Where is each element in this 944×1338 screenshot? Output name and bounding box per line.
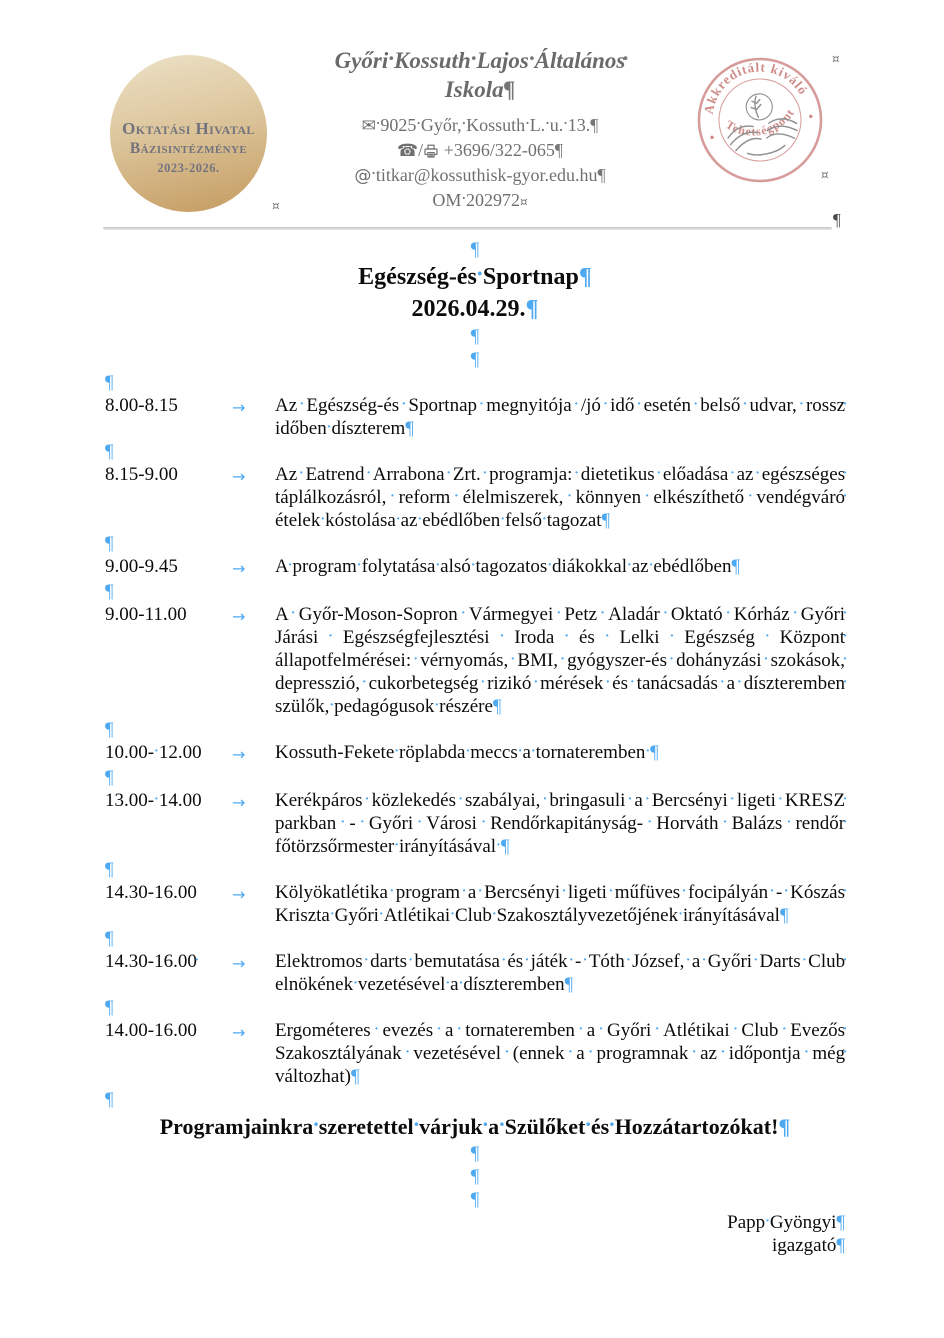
space-dot-mark (371, 1020, 383, 1041)
schedule-row (105, 555, 845, 580)
tab-arrow-icon: → (232, 793, 246, 812)
space-dot-mark (318, 627, 343, 648)
cell-end-mark: ¤ (821, 168, 829, 182)
schedule-time: 13.00- · 14.00 (105, 789, 232, 858)
schedule-description: A · Győr-Moson-Sopron · Vármegyei · Petz · Aladár · Oktató · Kórház · Győri Járási · Egészségfejlesztési · Iroda · és · Lelki · Egészség · Központ állapotfelmérései: · vérnyomás, · BMI, · gyógyszer-és · dohányzási · szokások, depresszió, · cukorbetegség · rizikó · mérések · és · tanácsadás · a · díszteremben szülők, · pedagógusok · részére¶ (275, 603, 845, 718)
pilcrow-mark: ¶ (105, 1089, 114, 1110)
empty-paragraph (105, 996, 845, 1019)
space-dot-mark (523, 951, 530, 972)
space-dot-mark (154, 742, 159, 763)
tab-arrow-icon: → (232, 607, 246, 626)
space-dot-mark (477, 813, 490, 834)
empty-paragraph (105, 1188, 845, 1211)
pilcrow-mark: ¶ (105, 719, 114, 740)
space-dot-mark (330, 905, 335, 926)
pilcrow-mark: ¶ (525, 296, 539, 322)
space-dot-mark (595, 627, 620, 648)
space-dot-mark (456, 790, 465, 811)
space-dot-mark (500, 951, 507, 972)
space-dot-mark (563, 487, 575, 508)
schedule-time: 14.30-16.00 (105, 951, 197, 972)
space-dot-mark (386, 487, 398, 508)
space-dot-mark (688, 1043, 700, 1064)
space-dot-mark (547, 556, 552, 577)
space-dot-mark (476, 882, 484, 903)
empty-paragraph (105, 766, 845, 789)
phone-line (295, 138, 665, 163)
space-dot-mark (643, 813, 656, 834)
space-dot-mark (402, 1043, 414, 1064)
space-dot-mark (471, 48, 477, 73)
tab-arrow-icon: → (232, 885, 246, 904)
schedule-row (105, 463, 845, 532)
empty-paragraph (105, 927, 845, 950)
space-dot-mark (540, 790, 549, 811)
space-dot-mark (660, 627, 685, 648)
space-dot-mark (684, 951, 691, 972)
schedule-description: A · program · folytatása · alsó · tagozatos · diákokkal · az · ebédlőben¶ (275, 555, 845, 580)
space-dot-mark (357, 556, 362, 577)
email-text: · titkar@kossuthisk-gyor.edu.hu¶ (371, 165, 605, 185)
om-line (295, 188, 665, 214)
space-dot-mark (371, 165, 376, 185)
pilcrow-mark: ¶ (554, 140, 563, 160)
space-dot-mark (353, 974, 358, 995)
space-dot-mark (531, 673, 540, 694)
space-dot-mark (581, 951, 588, 972)
space-dot-mark (753, 464, 761, 485)
tab-arrow-icon: → (232, 1023, 246, 1042)
schedule-time: 9.00-11.00 (105, 604, 187, 625)
space-dot-mark (558, 650, 567, 671)
schedule-time: 8.00-8.15 (105, 395, 178, 416)
space-dot-mark (379, 905, 384, 926)
space-dot-mark (752, 951, 759, 972)
schedule-description: Kossuth-Fekete · röplabda · meccs · a · tornateremben · ¶ (275, 741, 845, 766)
space-dot-mark (483, 1114, 489, 1139)
space-dot-mark (414, 1114, 420, 1139)
om-text: OM · 202972 (432, 190, 520, 210)
space-dot-mark (718, 673, 727, 694)
space-dot-mark (585, 1114, 591, 1139)
pilcrow-mark: ¶ (105, 928, 114, 949)
space-dot-mark (313, 1114, 319, 1139)
school-header-block (295, 46, 665, 214)
space-dot-mark (776, 790, 785, 811)
space-dot-mark (628, 673, 637, 694)
pilcrow-mark: ¶ (350, 1066, 360, 1087)
space-dot-mark (433, 1020, 445, 1041)
space-dot-mark (434, 696, 439, 717)
schedule-description: Az · Egészség-és · Sportnap · megnyitója · /jó · idő · esetén · belső · udvar, · rossz időben · díszterem¶ (275, 394, 845, 440)
oktatasi-hivatal-badge (110, 55, 267, 212)
space-dot-mark (501, 1043, 513, 1064)
stamp-bottom-text: Tehetségpont (723, 105, 798, 139)
schedule-time: 14.30-16.00 (105, 882, 197, 903)
space-dot-mark (597, 604, 608, 625)
space-dot-mark (458, 604, 469, 625)
space-dot-mark (478, 673, 487, 694)
space-dot-mark (655, 464, 663, 485)
space-dot-mark (740, 395, 749, 416)
pilcrow-mark: ¶ (470, 239, 480, 260)
space-dot-mark (660, 604, 671, 625)
school-name (295, 46, 665, 104)
space-dot-mark (755, 627, 780, 648)
schedule-row (105, 394, 845, 440)
tab-arrow-icon: → (232, 467, 246, 486)
cell-end-mark: ¤ (832, 52, 840, 66)
pilcrow-mark: ¶ (578, 264, 592, 290)
pilcrow-mark: ¶ (105, 997, 114, 1018)
space-dot-mark (651, 1020, 663, 1041)
pilcrow-mark: ¶ (650, 742, 659, 763)
empty-paragraph (105, 325, 845, 348)
empty-paragraph (105, 348, 845, 371)
cell-end-mark: ¤ (519, 195, 528, 209)
empty-paragraph (105, 371, 845, 394)
schedule-description: Kölyökatlétika · program · a · Bercsényi · ligeti · műfüves · focipályán · - · Kószás Kriszta · Győri · Atlétikai · Club · Szakosztályvezetőjének · irányításával¶ (275, 881, 845, 927)
space-dot-mark (492, 905, 497, 926)
pilcrow-mark: ¶ (105, 581, 114, 602)
phone-icon: ☎ (396, 141, 419, 161)
empty-paragraph (105, 1142, 845, 1165)
pilcrow-mark: ¶ (836, 1235, 845, 1256)
pilcrow-mark: ¶ (105, 859, 114, 880)
space-dot-mark (529, 48, 535, 73)
space-dot-mark (572, 395, 581, 416)
empty-paragraph (105, 858, 845, 881)
space-dot-mark (782, 813, 795, 834)
space-dot-mark (376, 115, 381, 135)
tab-arrow-icon: → (232, 954, 246, 973)
space-dot-mark (542, 510, 547, 531)
space-dot-mark (545, 115, 550, 135)
space-dot-mark (518, 742, 523, 763)
space-dot-mark (678, 905, 683, 926)
space-dot-mark (481, 464, 489, 485)
empty-paragraph (105, 1088, 845, 1111)
space-dot-mark (508, 650, 517, 671)
school-contacts (295, 113, 665, 214)
schedule-description: Az · Eatrend · Arrabona · Zrt. · programja: · dietetikus · előadása · az · egészséges táplálkozásról, · reform · élelmiszerek, · könnyen · elkészíthető · vendégváró ételek · kóstolása · az · ebédlőben · felső · tagozat¶ (275, 463, 845, 532)
space-dot-mark (797, 395, 806, 416)
pilcrow-mark: ¶ (779, 905, 789, 926)
space-dot-mark (496, 836, 501, 857)
empty-paragraph (105, 532, 845, 555)
space-dot-mark (554, 627, 579, 648)
space-dot-mark (460, 882, 468, 903)
space-dot-mark (360, 673, 369, 694)
space-dot-mark (572, 464, 580, 485)
space-dot-mark (625, 790, 634, 811)
space-dot-mark (762, 650, 771, 671)
space-dot-mark (329, 696, 334, 717)
space-dot-mark (568, 951, 575, 972)
space-dot-mark (744, 487, 756, 508)
schedule-description: Ergométeres · evezés · a · tornateremben · a · Győri · Atlétikai · Club · Evezős Szakosztályának · vezetésével · (ennek · a · programnak · az · időpontja · még változhat)¶ (275, 1019, 845, 1088)
schedule-time: 14.00-16.00 (105, 1020, 197, 1041)
pilcrow-mark: ¶ (731, 556, 741, 577)
badge-line1: Oktatási Hivatal (122, 119, 255, 138)
space-dot-mark (667, 650, 676, 671)
pilcrow-mark: ¶ (503, 77, 516, 102)
space-dot-mark (417, 510, 422, 531)
space-dot-mark (461, 190, 466, 210)
schedule-row (105, 881, 845, 927)
space-dot-mark (719, 813, 732, 834)
envelope-icon: ✉ (361, 116, 376, 136)
space-dot-mark (413, 813, 426, 834)
pilcrow-mark: ¶ (500, 836, 510, 857)
space-dot-mark (288, 556, 293, 577)
space-dot-mark (297, 395, 306, 416)
schedule-row (105, 789, 845, 858)
space-dot-mark (490, 627, 515, 648)
space-dot-mark (416, 115, 421, 135)
space-dot-mark (649, 556, 654, 577)
space-dot-mark (553, 604, 564, 625)
pilcrow-mark: ¶ (590, 115, 599, 135)
space-dot-mark (394, 836, 399, 857)
space-dot-mark (477, 264, 483, 290)
space-dot-mark (154, 790, 159, 811)
badge-line2: Bázisintézménye (129, 140, 248, 157)
space-dot-mark (728, 464, 736, 485)
space-dot-mark (643, 790, 652, 811)
space-dot-mark (388, 48, 394, 73)
space-dot-mark (336, 813, 349, 834)
document-title-line1: Egészség-és · Sportnap¶ (105, 261, 845, 293)
space-dot-mark (356, 813, 369, 834)
space-dot-mark (765, 1212, 770, 1233)
schedule-description: Elektromos · darts · bemutatása · és · játék · - · Tóth · József, · a · Győri · Darts · Club elnökének · vezetésével · a · díszteremben¶ (275, 950, 845, 996)
space-dot-mark (601, 395, 610, 416)
email-line (295, 163, 665, 188)
pilcrow-mark: ¶ (833, 210, 841, 229)
empty-paragraph (105, 238, 845, 261)
pilcrow-mark: ¶ (836, 1212, 845, 1233)
pilcrow-mark: ¶ (778, 1114, 791, 1139)
schedule-row (105, 950, 845, 996)
tab-arrow-icon: → (232, 559, 246, 578)
space-dot-mark (700, 951, 707, 972)
pilcrow-mark: ¶ (492, 696, 502, 717)
space-dot-mark (782, 882, 790, 903)
space-dot-mark (459, 974, 464, 995)
schedule-row (105, 741, 845, 766)
space-dot-mark (790, 604, 801, 625)
schedule-time: 8.15-9.00 (105, 464, 178, 485)
fax-icon (423, 140, 439, 160)
space-dot-mark (607, 882, 615, 903)
schedule-row (105, 1019, 845, 1088)
space-dot-mark (575, 1020, 587, 1041)
space-dot-mark (399, 395, 408, 416)
space-dot-mark (531, 742, 536, 763)
space-dot-mark (595, 1020, 607, 1041)
slash: / (418, 140, 424, 160)
pilcrow-mark: ¶ (470, 1143, 480, 1164)
space-dot-mark (603, 673, 612, 694)
space-dot-mark (585, 1043, 597, 1064)
pilcrow-mark: ¶ (105, 372, 114, 393)
space-dot-mark (477, 395, 486, 416)
space-dot-mark (466, 742, 471, 763)
badge-line3: 2023-2026. (157, 161, 220, 175)
space-dot-mark (365, 464, 373, 485)
space-dot-mark (450, 487, 462, 508)
space-dot-mark (609, 1114, 615, 1139)
schedule-time: 9.00-9.45 (105, 556, 178, 577)
space-dot-mark (445, 464, 453, 485)
phone-text: +3696/322-065¶ (443, 140, 563, 160)
space-dot-mark (445, 974, 450, 995)
pilcrow-mark: ¶ (597, 165, 606, 185)
pilcrow-mark: ¶ (470, 1189, 480, 1210)
space-dot-mark (691, 395, 700, 416)
address-line (295, 113, 665, 138)
schedule-time: 10.00- · 12.00 (105, 741, 232, 766)
pilcrow-mark: ¶ (470, 349, 480, 370)
space-dot-mark (778, 1020, 790, 1041)
space-dot-mark (634, 395, 643, 416)
tehetsegpont-stamp (695, 54, 825, 186)
space-dot-mark (563, 115, 568, 135)
space-dot-mark (500, 510, 505, 531)
space-dot-mark (645, 742, 650, 763)
space-dot-mark (435, 556, 440, 577)
empty-paragraph (105, 718, 845, 741)
pilcrow-mark: ¶ (105, 441, 114, 462)
space-dot-mark (728, 790, 737, 811)
space-dot-mark (388, 882, 396, 903)
space-dot-mark (735, 673, 744, 694)
document-title-line2: 2026.04.29.¶ (411, 296, 539, 322)
at-icon: @ (354, 166, 372, 186)
pilcrow-mark: ¶ (564, 974, 574, 995)
space-dot-mark (627, 556, 632, 577)
space-dot-mark (625, 951, 632, 972)
stamp-top-text: Akkreditált kiváló (700, 59, 812, 116)
pilcrow-mark: ¶ (105, 767, 114, 788)
space-dot-mark (327, 418, 332, 439)
signature-role: igazgató¶ (772, 1235, 845, 1256)
space-dot-mark (396, 510, 401, 531)
pilcrow-mark: ¶ (470, 326, 480, 347)
pilcrow-mark: ¶ (105, 533, 114, 554)
space-dot-mark (363, 951, 370, 972)
space-dot-mark (462, 115, 467, 135)
space-dot-mark (730, 1020, 742, 1041)
space-dot-mark (564, 1043, 576, 1064)
space-dot-mark (641, 487, 653, 508)
space-dot-mark (450, 905, 455, 926)
empty-paragraph (105, 580, 845, 603)
space-dot-mark (363, 790, 372, 811)
pilcrow-mark: ¶ (405, 418, 414, 439)
space-dot-mark (297, 464, 305, 485)
space-dot-mark (471, 556, 476, 577)
pilcrow-mark: ¶ (601, 510, 611, 531)
space-dot-mark (453, 1020, 465, 1041)
space-dot-mark (288, 604, 299, 625)
schedule-row (105, 603, 845, 718)
header-separator-line (103, 227, 832, 230)
pilcrow-mark: ¶ (470, 1166, 480, 1187)
address-text: · 9025 · Győr, · Kossuth · L. · u. · 13.¶ (376, 115, 598, 135)
space-dot-mark (801, 1043, 813, 1064)
space-dot-mark (394, 742, 399, 763)
school-name-line1: Győri · Kossuth · Lajos · Általános (335, 48, 626, 73)
space-dot-mark (320, 510, 325, 531)
empty-paragraph (105, 1165, 845, 1188)
space-dot-mark (723, 604, 734, 625)
space-dot-mark (407, 951, 414, 972)
closing-invitation: Programjainkra · szeretettel · várjuk · a · Szülőket · és · Hozzátartozókat!¶ (105, 1112, 845, 1142)
schedule-description: Kerékpáros · közlekedés · szabályai, · bringasuli · a · Bercsényi · ligeti · KRESZ parkban · - · Győri · Városi · Rendőrkapitányság- · Horváth · Balázs · rendőr főtörzsőrmester · irányításával · ¶ (275, 789, 845, 858)
space-dot-mark (411, 650, 420, 671)
tab-arrow-icon: → (232, 745, 246, 764)
space-dot-mark (717, 1043, 729, 1064)
space-dot-mark (801, 951, 808, 972)
space-dot-mark (525, 115, 530, 135)
space-dot-mark (680, 882, 688, 903)
tab-arrow-icon: → (232, 398, 246, 417)
space-dot-mark (499, 1114, 505, 1139)
school-name-line2: Iskola¶ (444, 77, 516, 102)
document-body (105, 238, 845, 1257)
space-dot-mark (768, 882, 776, 903)
signature-name: Papp · Gyöngyi¶ (105, 1211, 845, 1234)
empty-paragraph (105, 440, 845, 463)
cell-end-mark: ¤ (272, 199, 280, 213)
space-dot-mark (560, 882, 568, 903)
